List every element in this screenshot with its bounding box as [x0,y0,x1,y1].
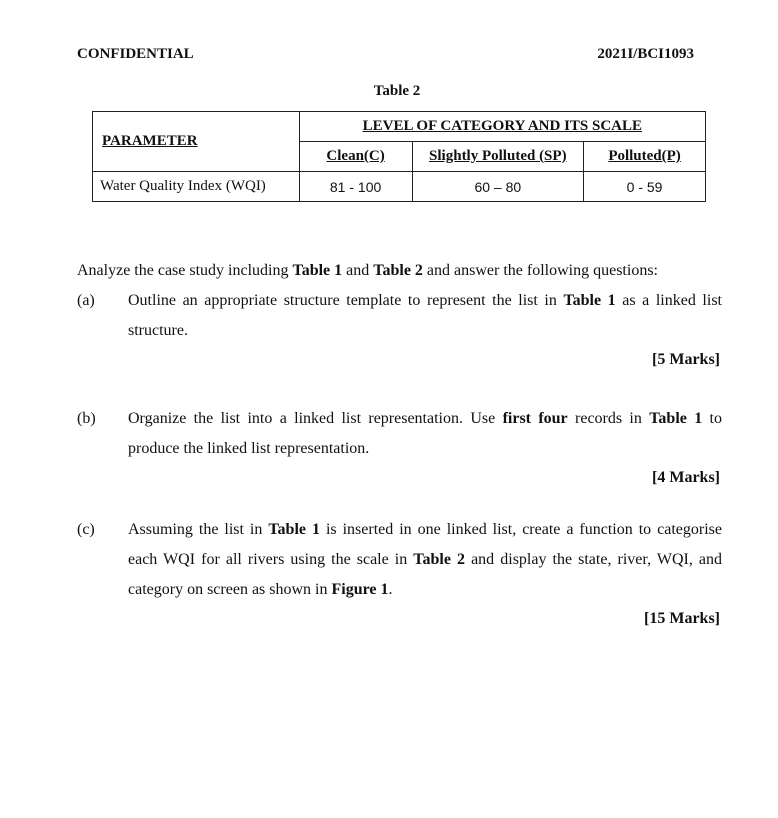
header-confidential: CONFIDENTIAL [77,46,194,62]
column-header-polluted: Polluted(P) [584,142,706,172]
header-course-code: 2021I/BCI1093 [597,46,694,62]
column-header-slightly-polluted: Slightly Polluted (SP) [412,142,584,172]
value-polluted: 0 - 59 [584,172,706,202]
value-clean: 81 - 100 [299,172,412,202]
marks-b: [4 Marks] [652,469,720,486]
question-label: (a) [77,292,95,309]
category-scale-table [92,111,706,202]
marks-a: [5 Marks] [652,351,720,368]
level-header: LEVEL OF CATEGORY AND ITS SCALE [299,112,705,142]
question-label: (b) [77,410,96,427]
column-header-clean: Clean(C) [299,142,412,172]
row-label-wqi: Water Quality Index (WQI) [93,172,300,202]
value-slightly-polluted: 60 – 80 [412,172,584,202]
parameter-header: PARAMETER [93,112,300,172]
question-text: Organize the list into a linked list representation. Use first four records in Table 1 to produce the linked list representation. [128,410,723,457]
question-text: Outline an appropriate structure template to represent the list in Table 1 as a linked list structure. [128,292,722,339]
intro-paragraph: Analyze the case study including Table 1 and Table 2 and answer the following questions: [77,262,658,279]
question-text: Assuming the list in Table 1 is inserted in one linked list, create a function to categorise each WQI for all rivers using the scale in Table 2 and display the state, river, WQI, and category on screen as shown in Figure 1. [128,521,723,598]
table-row [93,172,706,202]
marks-c: [15 Marks] [644,610,720,627]
question-label: (c) [77,521,95,538]
table-caption: Table 2 [373,83,421,99]
